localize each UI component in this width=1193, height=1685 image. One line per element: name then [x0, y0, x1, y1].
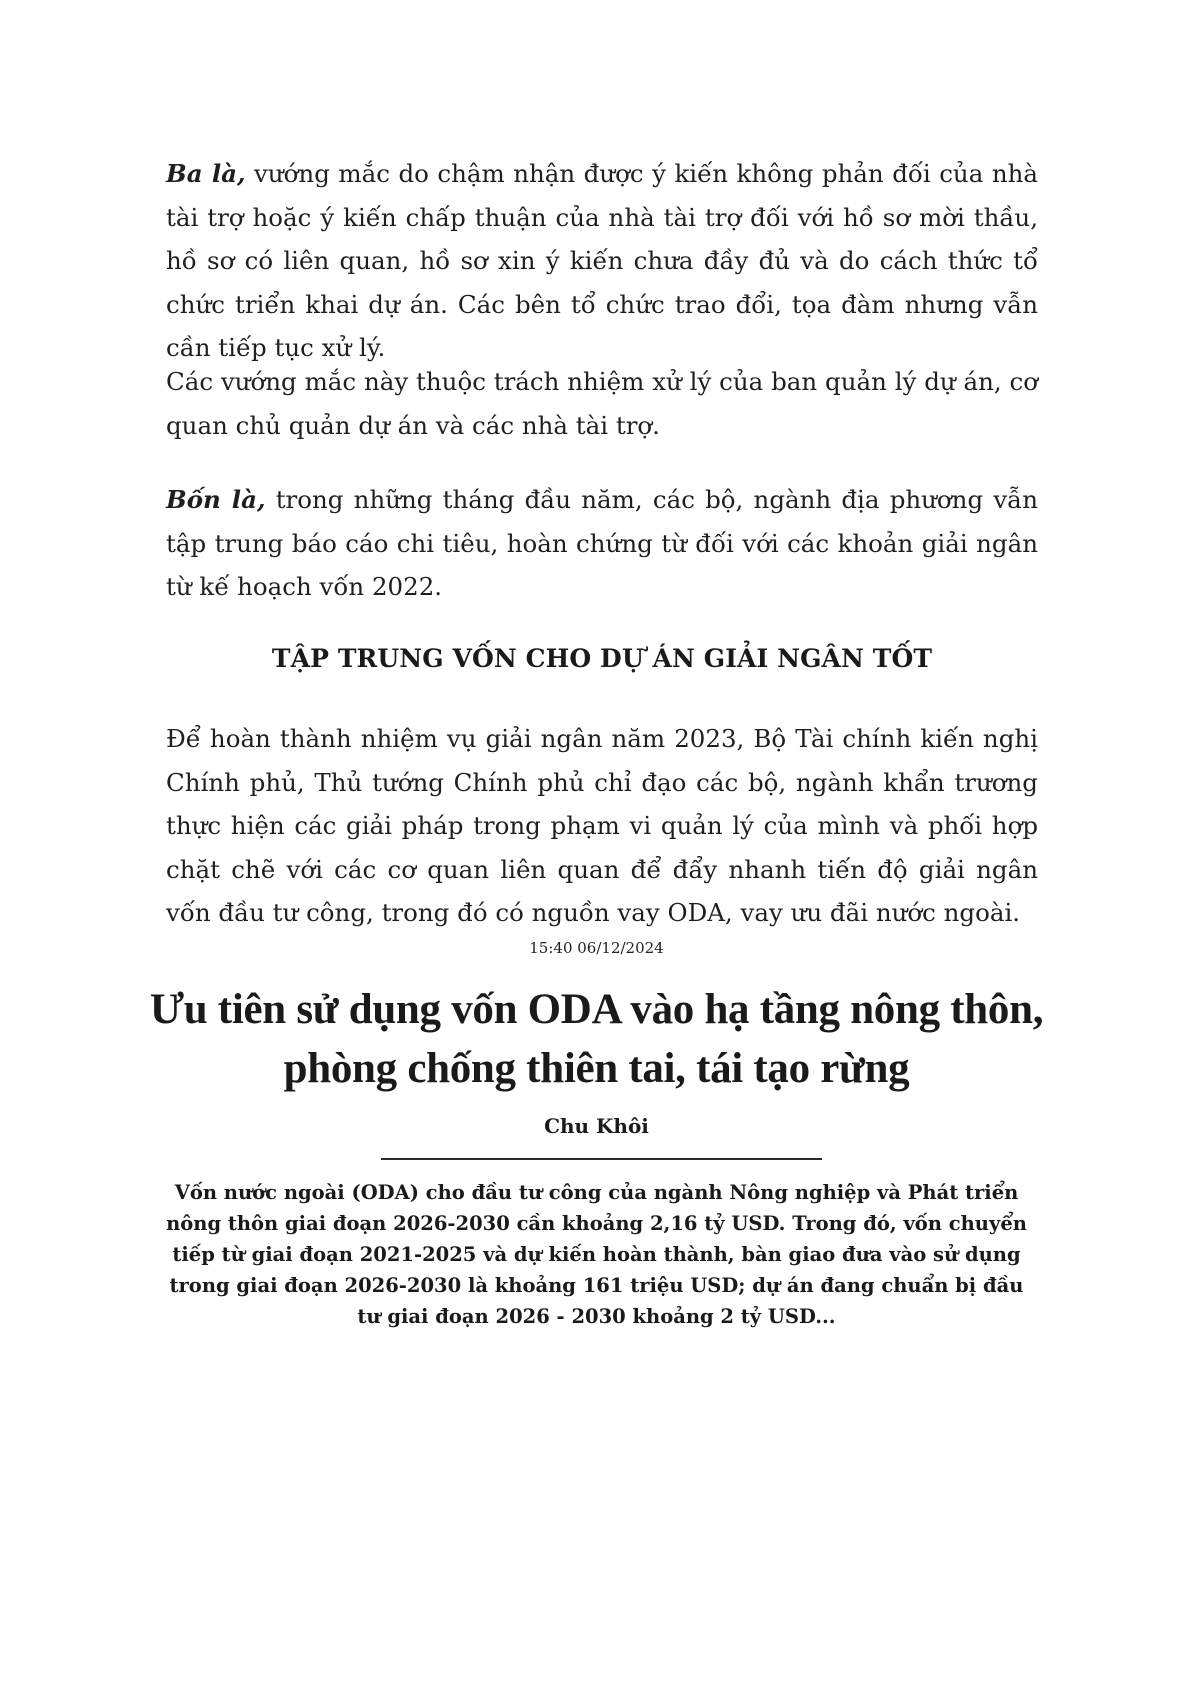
article-timestamp: 15:40 06/12/2024	[529, 939, 664, 957]
article-body-bon-la	[166, 478, 1038, 609]
paragraph-ba-la	[166, 152, 1038, 370]
article-author: Chu Khôi	[544, 1114, 649, 1138]
paragraph-lead: Bốn là,	[166, 485, 266, 514]
section-heading: TẬP TRUNG VỐN CHO DỰ ÁN GIẢI NGÂN TỐT	[271, 644, 933, 673]
section-heading-wrap	[166, 644, 1038, 673]
article-body-responsibility	[166, 360, 1038, 447]
paragraph-lead: Ba là,	[166, 159, 246, 188]
article-headline[interactable]: Ưu tiên sử dụng vốn ODA vào hạ tầng nông thôn, phòng chống thiên tai, tái tạo rừng	[149, 986, 1044, 1092]
paragraph-text: trong những tháng đầu năm, các bộ, ngành địa phương vẫn tập trung báo cáo chi tiêu, hoàn chứng từ đối với các khoản giải ngân từ kế hoạch vốn 2022.	[166, 485, 1038, 601]
paragraph-recommendation: Để hoàn thành nhiệm vụ giải ngân năm 2023, Bộ Tài chính kiến nghị Chính phủ, Thủ tướng Chính phủ chỉ đạo các bộ, ngành khẩn trương thực hiện các giải pháp trong phạm vi quản lý của mình và phối hợp chặt chẽ với các cơ quan liên quan để đẩy nhanh tiến độ giải ngân vốn đầu tư công, trong đó có nguồn vay ODA, vay ưu đãi nước ngoài.	[166, 724, 1038, 927]
paragraph-text: vướng mắc do chậm nhận được ý kiến không phản đối của nhà tài trợ hoặc ý kiến chấp thuận của nhà tài trợ đối với hồ sơ mời thầu, hồ sơ có liên quan, hồ sơ xin ý kiến chưa đầy đủ và do cách thức tổ chức triển khai dự án. Các bên tổ chức trao đổi, tọa đàm nhưng vẫn cần tiếp tục xử lý.	[166, 159, 1038, 362]
divider	[381, 1158, 822, 1160]
article-body-recommendation	[166, 717, 1038, 935]
paragraph-bon-la	[166, 478, 1038, 609]
paragraph-responsibility: Các vướng mắc này thuộc trách nhiệm xử lý của ban quản lý dự án, cơ quan chủ quản dự án và các nhà tài trợ.	[166, 367, 1038, 440]
article-body-top	[166, 152, 1038, 370]
article-sapo: Vốn nước ngoài (ODA) cho đầu tư công của ngành Nông nghiệp và Phát triển nông thôn giai đoạn 2026-2030 cần khoảng 2,16 tỷ USD. Trong đó, vốn chuyển tiếp từ giai đoạn 2021-2025 và dự kiến hoàn thành, bàn giao đưa vào sử dụng trong giai đoạn 2026-2030 là khoảng 161 triệu USD; dự án đang chuẩn bị đầu tư giai đoạn 2026 - 2030 khoảng 2 tỷ USD...	[166, 1181, 1027, 1328]
